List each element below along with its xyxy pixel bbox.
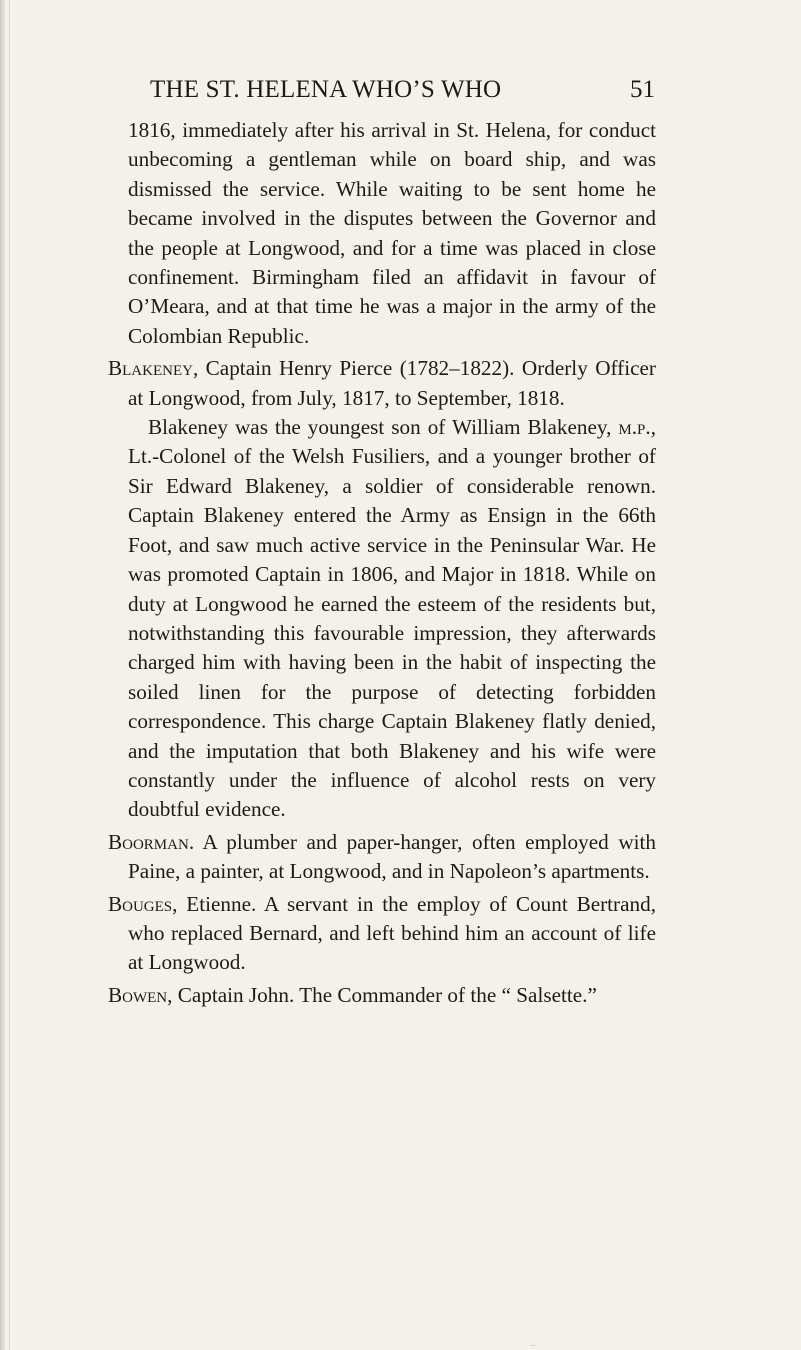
entry-bouges [108, 890, 656, 978]
page-number: 51 [630, 76, 655, 103]
page-edge-line [9, 0, 10, 1350]
page-binding-edge [0, 0, 5, 1350]
entry-name: Blakeney [108, 356, 193, 381]
page-header [150, 76, 655, 110]
detail-text: , Lt.-Colonel of the Welsh Fusiliers, and a younger brother of Sir Edward Blakeney, a soldier of considerable renown. Captain Blakeney entered the Army as Ensign in the 66th Foot, and saw much active service in the Peninsular War. He was promoted Captain in 1806, and Major in 1818. While on duty at Longwood he earned the esteem of the residents but, notwithstanding this favourable impression, they afterwards charged him with having been in the habit of inspecting the soiled linen for the purpose of detecting forbidden correspondence. This charge Captain Blakeney flatly denied, and the imputation that both Blakeney and his wife were constantly under the influence of alcohol rests on very doubtful evidence. [128, 415, 656, 822]
entry-name: Boorman [108, 829, 189, 854]
detail-text: Blakeney was the youngest son of William Blakeney, [148, 415, 619, 440]
entry-text: , Captain Henry Pierce (1782–1822). Orderly Officer at Longwood, from July, 1817, to September, 1818. [128, 356, 656, 410]
entry-blakeney-detail [108, 413, 656, 825]
entry-name: Bowen [108, 982, 168, 1007]
page-speck [530, 1345, 536, 1346]
entry-blakeney [108, 354, 656, 413]
entry-text: . A plumber and paper-hanger, often employed with Paine, a painter, at Longwood, and in Napoleon’s apartments. [128, 829, 656, 884]
entry-boorman [108, 828, 656, 887]
mp-abbreviation: m.p. [618, 415, 651, 440]
continued-paragraph: 1816, immediately after his arrival in St. Helena, for conduct unbecoming a gentleman while on board ship, and was dismissed the service. While waiting to be sent home he became involved in the disputes between the Governor and the people at Longwood, and for a time was placed in close confinement. Birmingham filed an affidavit in favour of O’Meara, and at that time he was a major in the army of the Colombian Republic. [128, 118, 656, 348]
entry-text: , Etienne. A servant in the employ of Count Bertrand, who replaced Bernard, and left behind him an account of life at Longwood. [128, 891, 656, 975]
entry-name: Bouges [108, 891, 173, 916]
page-body [108, 116, 656, 1010]
entry-text: , Captain John. The Commander of the “ Salsette.” [167, 982, 597, 1007]
entry-bowen [108, 981, 656, 1010]
running-title: THE ST. HELENA WHO’S WHO [150, 76, 502, 103]
